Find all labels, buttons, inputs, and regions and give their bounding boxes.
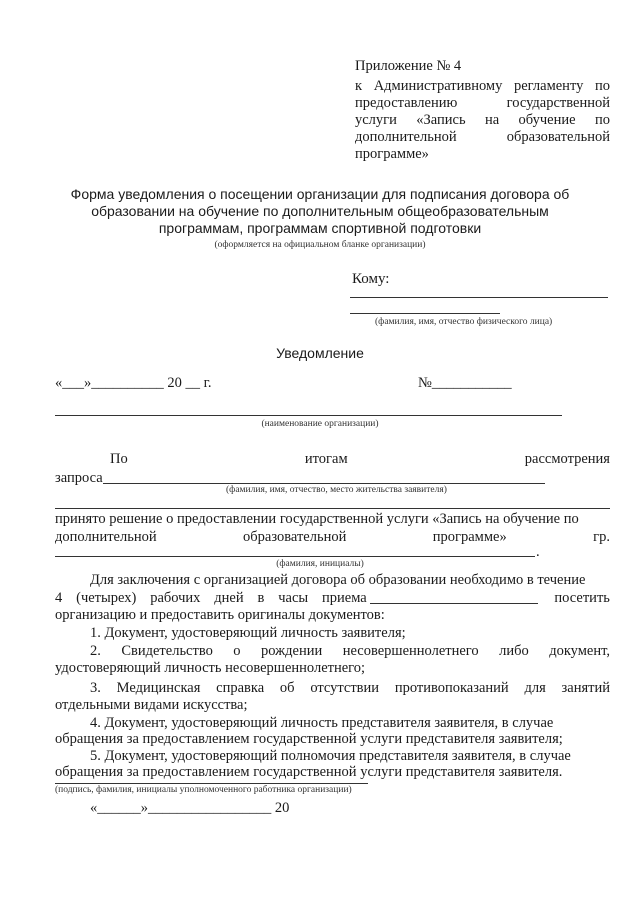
signature-line <box>55 783 368 784</box>
recipient-label: Кому: <box>352 271 390 287</box>
document-item-3-line-1: 3. Медицинская справка об отсутствии противопоказаний для занятий <box>90 680 610 696</box>
para-line-1: Для заключения с организацией договора об образовании необходимо в течение <box>90 572 586 588</box>
appendix-line-1: к Административному регламенту по <box>355 78 610 94</box>
notice-number: №___________ <box>418 375 512 391</box>
recipient-caption: (фамилия, имя, отчество физического лица) <box>375 317 553 327</box>
document-item-2-line-2: удостоверяющий личность несовершеннолетнего; <box>55 660 366 676</box>
initials-period: . <box>536 544 540 560</box>
appendix-line-4: дополнительной образовательной <box>355 129 610 145</box>
appendix-line-5: программе» <box>355 146 429 162</box>
form-title-note: (оформляется на официальном бланке организации) <box>214 240 426 250</box>
document-item-4-line-2: обращения за предоставлением государственной услуги представителя заявителя; <box>55 731 563 747</box>
document-item-3-line-2: отдельными видами искусства; <box>55 697 248 713</box>
decision-line-1: принято решение о предоставлении государственной услуги «Запись на обучение по <box>55 511 579 527</box>
recipient-line-1 <box>350 297 608 298</box>
appendix-title: Приложение № 4 <box>355 58 462 74</box>
initials-caption: (фамилия, инициалы) <box>276 559 364 569</box>
appendix-line-2: предоставлению государственной <box>355 95 610 111</box>
signature-caption: (подпись, фамилия, инициалы уполномоченного работника организации) <box>55 785 352 795</box>
document-item-4-line-1: 4. Документ, удостоверяющий личность представителя заявителя, в случае <box>90 715 554 731</box>
document-item-5-line-1: 5. Документ, удостоверяющий полномочия представителя заявителя, в случае <box>90 748 571 764</box>
decision-line-2: дополнительной образовательной программе» гр. <box>55 529 610 545</box>
form-title-line-1: Форма уведомления о посещении организации для подписания договора об <box>70 186 570 202</box>
request-line <box>103 483 545 484</box>
applicant-caption: (фамилия, имя, отчество, место жительства заявителя) <box>226 485 447 495</box>
para-line-2: 4 (четырех) рабочих дней в часы приема посетить <box>55 590 610 606</box>
document-item-2-line-1: 2. Свидетельство о рождении несовершеннолетнего либо документ, <box>90 643 610 659</box>
organization-caption: (наименование организации) <box>261 419 379 429</box>
notice-title: Уведомление <box>276 345 364 361</box>
signature-date: «______»_________________ 20 <box>90 800 290 816</box>
document-item-5-line-2: обращения за предоставлением государственной услуги представителя заявителя. <box>55 764 563 780</box>
notice-date: «___»__________ 20 __ г. <box>55 375 212 391</box>
applicant-line-2 <box>55 508 610 509</box>
para-line-3: организацию и предоставить оригиналы документов: <box>55 607 385 623</box>
document-item-1: 1. Документ, удостоверяющий личность заявителя; <box>90 625 406 641</box>
form-title-line-2: образовании на обучение по дополнительным общеобразовательным <box>91 203 549 219</box>
request-label: запроса <box>55 470 103 486</box>
initials-line <box>55 556 535 557</box>
reception-hours-line <box>370 603 538 604</box>
recipient-line-2 <box>350 313 500 314</box>
by-results-row: По итогам рассмотрения <box>110 451 610 467</box>
form-title-line-3: программам, программам спортивной подготовки <box>158 220 482 236</box>
organization-line <box>55 415 562 416</box>
appendix-line-3: услуги «Запись на обучение по <box>355 112 610 128</box>
